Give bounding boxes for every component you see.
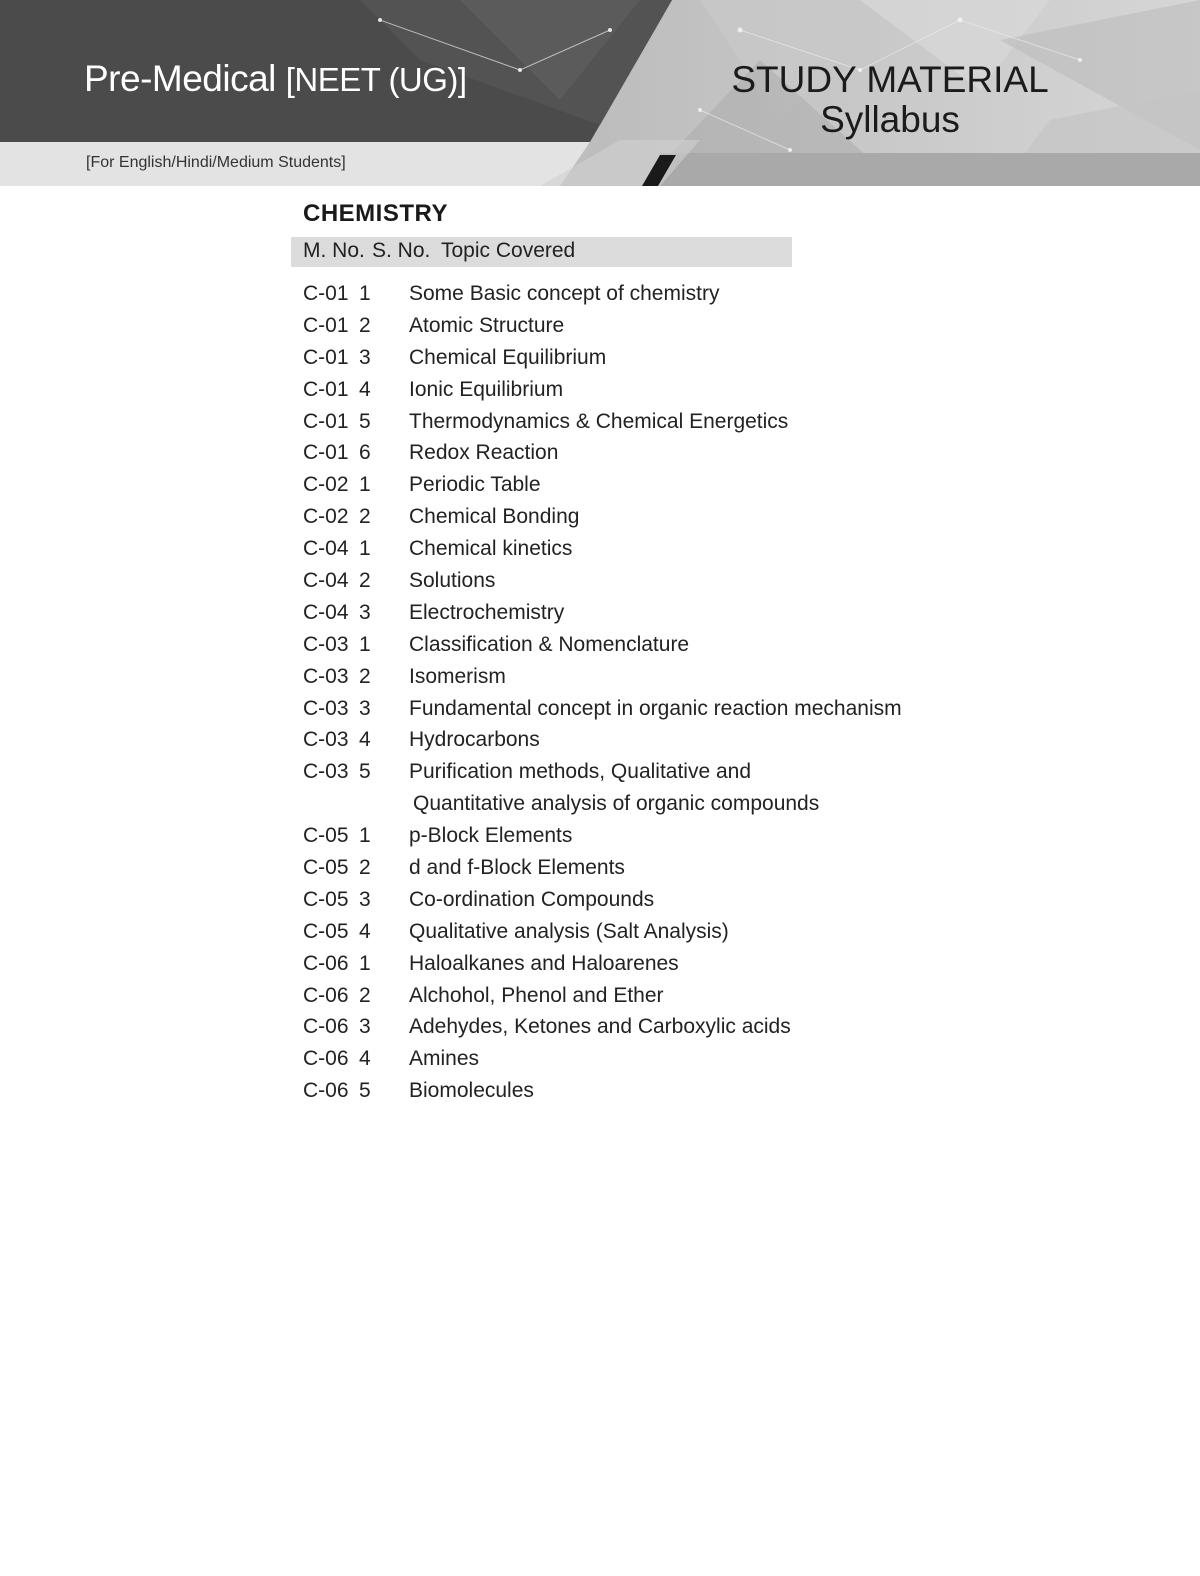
module-number: C-01: [303, 441, 349, 465]
syllabus-label: Syllabus: [820, 99, 960, 140]
topic-name: Thermodynamics & Chemical Energetics: [409, 409, 789, 433]
topic-name: Haloalkanes and Haloarenes: [409, 951, 679, 975]
serial-number: 5: [359, 760, 371, 784]
table-row: [303, 852, 1003, 884]
serial-number: 4: [359, 919, 371, 943]
module-number: C-01: [303, 377, 349, 401]
topic-name: Atomic Structure: [409, 313, 565, 337]
serial-number: 3: [359, 1015, 371, 1039]
table-row: [303, 1043, 1003, 1075]
table-row: [303, 1075, 1003, 1107]
table-row: [303, 916, 1003, 948]
topic-name: Redox Reaction: [409, 441, 559, 465]
serial-number: 1: [359, 632, 371, 656]
topic-name: Hydrocarbons: [409, 728, 540, 752]
serial-number: 1: [359, 951, 371, 975]
module-number: C-06: [303, 983, 349, 1007]
topic-name: Periodic Table: [409, 473, 541, 497]
subject-heading: CHEMISTRY: [303, 200, 448, 227]
topic-name: Qualitative analysis (Salt Analysis): [409, 919, 729, 943]
serial-number: 5: [359, 409, 371, 433]
header-banner: [0, 0, 1200, 186]
study-material-title: [690, 60, 1090, 140]
module-number: C-06: [303, 1079, 349, 1103]
serial-number: 2: [359, 569, 371, 593]
topic-name: Alchohol, Phenol and Ether: [409, 983, 664, 1007]
module-number: C-03: [303, 696, 349, 720]
table-row: [303, 342, 1003, 374]
topic-name: Fundamental concept in organic reaction mechanism: [409, 696, 902, 720]
module-number: C-01: [303, 313, 349, 337]
topic-name: d and f-Block Elements: [409, 856, 625, 880]
topic-name: p-Block Elements: [409, 824, 573, 848]
title-exam: [NEET (UG)]: [285, 61, 467, 98]
topic-name: Chemical Bonding: [409, 505, 580, 529]
module-number: C-03: [303, 760, 349, 784]
module-number: C-06: [303, 1015, 349, 1039]
medium-subtitle: [For English/Hindi/Medium Students]: [86, 154, 346, 171]
serial-number: 1: [359, 473, 371, 497]
module-number: C-05: [303, 887, 349, 911]
column-header-mno: M. No.: [303, 239, 365, 262]
serial-number: 3: [359, 345, 371, 369]
serial-number: 3: [359, 887, 371, 911]
topic-name: Biomolecules: [409, 1079, 534, 1103]
topic-name: Chemical Equilibrium: [409, 345, 607, 369]
table-row: [303, 756, 1003, 788]
topic-name: Isomerism: [409, 664, 506, 688]
topic-name: Co-ordination Compounds: [409, 887, 655, 911]
module-number: C-01: [303, 409, 349, 433]
topic-name: Electrochemistry: [409, 600, 565, 624]
topic-name: Ionic Equilibrium: [409, 377, 564, 401]
table-row: [303, 437, 1003, 469]
table-row: [303, 820, 1003, 852]
serial-number: 5: [359, 1079, 371, 1103]
serial-number: 2: [359, 664, 371, 688]
table-row: [303, 278, 1003, 310]
module-number: C-04: [303, 569, 349, 593]
module-number: C-02: [303, 473, 349, 497]
module-number: C-05: [303, 856, 349, 880]
module-number: C-06: [303, 1047, 349, 1071]
module-number: C-04: [303, 600, 349, 624]
table-row: [303, 501, 1003, 533]
serial-number: 1: [359, 537, 371, 561]
table-row: [303, 724, 1003, 756]
table-header: [291, 237, 792, 267]
topic-name: Some Basic concept of chemistry: [409, 282, 720, 305]
column-header-sno: S. No.: [372, 239, 431, 262]
table-row: [303, 1011, 1003, 1043]
table-row: [303, 469, 1003, 501]
topic-name: Classification & Nomenclature: [409, 632, 690, 656]
topic-list: [303, 278, 1003, 1107]
table-row: [303, 948, 1003, 980]
serial-number: 6: [359, 441, 371, 465]
study-material-label: STUDY MATERIAL: [731, 59, 1049, 100]
module-number: C-05: [303, 824, 349, 848]
module-number: C-04: [303, 537, 349, 561]
table-row: [303, 693, 1003, 725]
serial-number: 1: [359, 282, 371, 305]
topic-name: Amines: [409, 1047, 480, 1071]
table-row: [303, 406, 1003, 438]
table-row: [303, 533, 1003, 565]
topic-name: Purification methods, Qualitative and: [409, 760, 752, 784]
module-number: C-01: [303, 282, 349, 305]
table-row: [303, 310, 1003, 342]
serial-number: 4: [359, 728, 371, 752]
serial-number: 2: [359, 983, 371, 1007]
serial-number: 2: [359, 856, 371, 880]
serial-number: 2: [359, 505, 371, 529]
table-row: [303, 374, 1003, 406]
module-number: C-05: [303, 919, 349, 943]
table-row: [303, 597, 1003, 629]
module-number: C-03: [303, 664, 349, 688]
module-number: C-03: [303, 632, 349, 656]
topic-name: Solutions: [409, 569, 496, 593]
table-row: [303, 661, 1003, 693]
table-row: [303, 788, 1003, 820]
topic-name: Adehydes, Ketones and Carboxylic acids: [409, 1015, 791, 1039]
table-row: [303, 629, 1003, 661]
topic-name: Chemical kinetics: [409, 537, 573, 561]
serial-number: 1: [359, 824, 371, 848]
exam-title: [84, 58, 467, 100]
table-row: [303, 884, 1003, 916]
serial-number: 3: [359, 600, 371, 624]
module-number: C-03: [303, 728, 349, 752]
serial-number: 2: [359, 313, 371, 337]
module-number: C-02: [303, 505, 349, 529]
serial-number: 4: [359, 1047, 371, 1071]
table-row: [303, 565, 1003, 597]
column-header-topic: Topic Covered: [441, 239, 576, 262]
module-number: C-01: [303, 345, 349, 369]
topic-name: Quantitative analysis of organic compounds: [413, 792, 820, 816]
serial-number: 4: [359, 377, 371, 401]
title-main: Pre-Medical: [84, 58, 276, 99]
serial-number: 3: [359, 696, 371, 720]
module-number: C-06: [303, 951, 349, 975]
table-row: [303, 980, 1003, 1012]
